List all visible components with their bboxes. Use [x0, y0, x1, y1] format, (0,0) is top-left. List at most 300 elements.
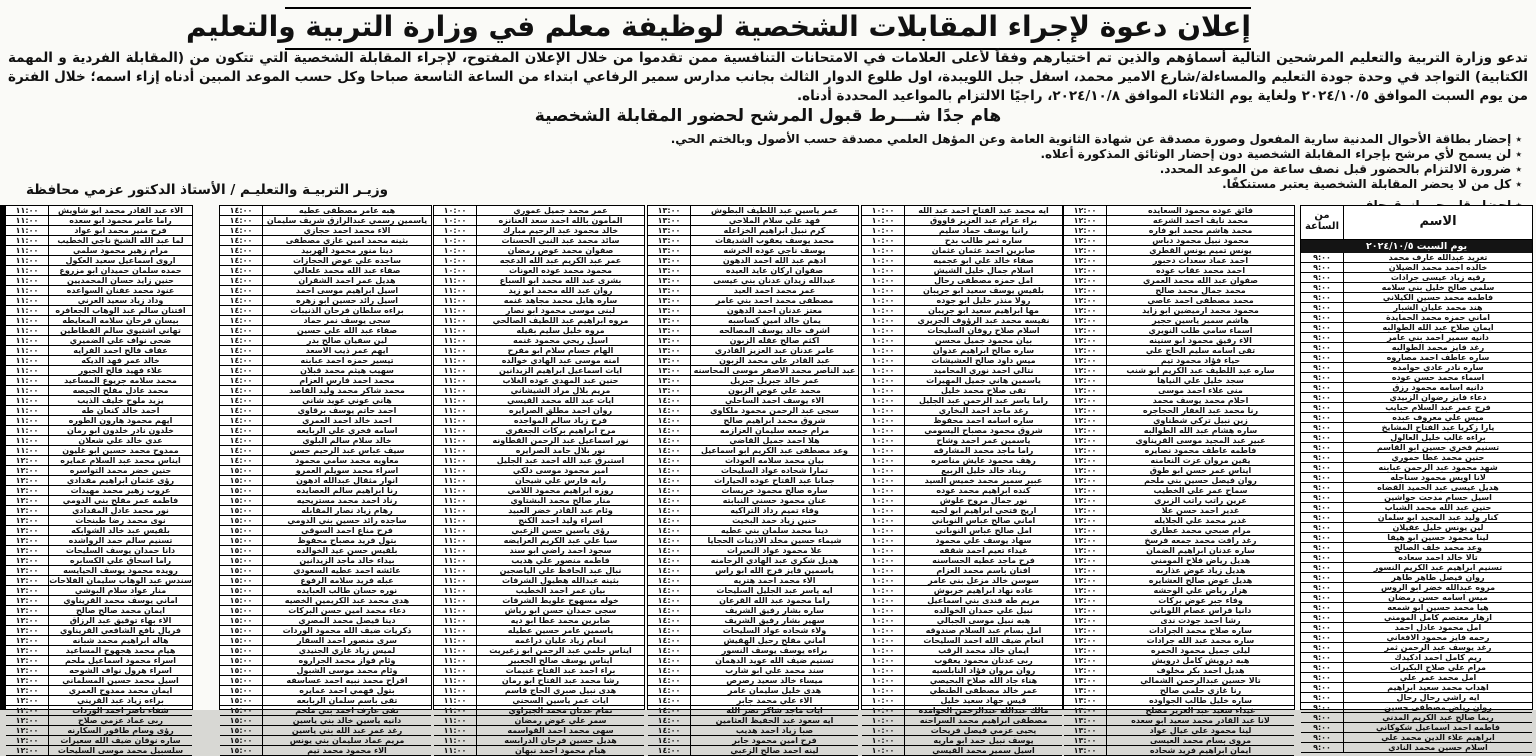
time-cell: ١٠:٠٠ [871, 416, 895, 425]
name-cell: محمد عادل مفلح الجيصه [48, 386, 192, 395]
time-cell: ١٢:٠٠ [15, 516, 39, 525]
table-row [648, 226, 858, 236]
name-cell: هيام محمود احمد نبهان [476, 746, 644, 755]
time-cell: ١٥:٠٠ [229, 686, 253, 695]
name-cell: تقى باسم سلمان الربابعه [262, 696, 431, 705]
time-cell: ٩:٠٠ [1313, 393, 1331, 402]
name-cell: وعد مصطفى عبد الكريم ابو اسماعيل [690, 446, 858, 455]
table-row [862, 566, 1062, 576]
table-row [1064, 326, 1294, 336]
table-row [1064, 646, 1294, 656]
name-cell: سوسن خالد مزعل بني عامر [904, 576, 1062, 585]
name-cell: ساره صلاح محمد الجرادات [1106, 626, 1294, 635]
time-cell: ١٢:٠٠ [15, 506, 39, 515]
table-row [220, 466, 431, 476]
name-cell: فاطمه عمر مفلح بني الدومي [48, 496, 192, 505]
time-cell: ١٣:٠٠ [657, 236, 681, 245]
table-row [1064, 566, 1294, 576]
time-cell: ٩:٠٠ [1313, 593, 1331, 602]
table-row [6, 706, 192, 716]
table-row [1301, 453, 1532, 463]
time-cell: ١٤:٠٠ [657, 606, 681, 615]
table-row [220, 206, 431, 216]
time-cell: ١٥:٠٠ [229, 626, 253, 635]
time-cell: ١١:٠٠ [15, 356, 39, 365]
name-cell: مرام صبحي محمد عطاري [1106, 526, 1294, 535]
time-cell: ١٢:٠٠ [15, 716, 39, 725]
name-cell: نوره حسان طالب العبايده [262, 586, 431, 595]
time-cell: ١١:٠٠ [15, 286, 39, 295]
time-cell: ١٠:٠٠ [871, 446, 895, 455]
time-cell: ١٠:٠٠ [871, 486, 895, 495]
table-row [1301, 523, 1532, 533]
time-cell: ٩:٠٠ [1313, 333, 1331, 342]
name-cell: دانيا فراس عصام اللوباني [1106, 606, 1294, 615]
time-cell: ١٠:٠٠ [443, 206, 467, 215]
table-row [862, 416, 1062, 426]
name-cell: عبير عبد المجيد موسى القريناوي [1106, 436, 1294, 445]
time-cell: ١٤:٠٠ [229, 246, 253, 255]
table-row [220, 336, 431, 346]
time-cell: ١١:٠٠ [15, 246, 39, 255]
table-row [1064, 686, 1294, 696]
table-row [862, 716, 1062, 726]
time-cell: ١٢:٠٠ [1073, 476, 1097, 485]
name-cell: مروه خليل سليم بقيله [476, 326, 644, 335]
name-cell: ايناس محمد عبد السلام عمايره [48, 456, 192, 465]
name-cell: ريناد خالد خليل الربيع [904, 466, 1062, 475]
table-row [1301, 483, 1532, 493]
table-row [1064, 656, 1294, 666]
time-cell: ١٢:٠٠ [1073, 396, 1097, 405]
name-cell: دعاء فايز رضوان الزبيدي [1343, 393, 1532, 402]
time-cell: ١٣:٠٠ [657, 316, 681, 325]
table-row [1064, 516, 1294, 526]
table-row [1064, 526, 1294, 536]
name-cell: ايه راشي رحال رحال [1343, 693, 1532, 702]
time-cell: ١٢:٠٠ [1073, 626, 1097, 635]
table-row [648, 546, 858, 556]
time-cell: ١٤:٠٠ [229, 396, 253, 405]
time-cell: ١٣:٠٠ [657, 376, 681, 385]
table-row [6, 556, 192, 566]
time-cell: ١١:٠٠ [443, 726, 467, 735]
table-row [220, 736, 431, 746]
table-row [220, 436, 431, 446]
table-row [1064, 506, 1294, 516]
name-cell: محمد نايف احمد الشرعه [1106, 216, 1294, 225]
name-cell: وفاء تميم رداد التراكيه [690, 506, 858, 515]
time-cell: ١٤:٠٠ [229, 426, 253, 435]
table-row [6, 326, 192, 336]
time-cell: ١١:٠٠ [443, 456, 467, 465]
bullet-item: ٭ لن يسمح لأي مرشح بإجراء المقابلة الشخصية دون إحضار الوثائق المذكورة أعلاه. [1040, 147, 1522, 161]
time-cell: ١٠:٠٠ [871, 626, 895, 635]
name-cell: امل بسام عبد السلام صندوقه [904, 626, 1062, 635]
time-cell: ١٣:٠٠ [657, 366, 681, 375]
name-cell: راما ماجد محمد المشارقه [904, 446, 1062, 455]
time-cell: ١٠:٠٠ [871, 506, 895, 515]
name-cell: فرح عمر عبد السلام حبايب [1343, 403, 1532, 412]
name-cell: ساره صالح ابراهيم عدوان [904, 346, 1062, 355]
time-cell: ١٤:٠٠ [657, 586, 681, 595]
name-cell: خالد محمود عبد الرحيم مبارك [476, 226, 644, 235]
table-row [220, 646, 431, 656]
time-cell: ١١:٠٠ [443, 546, 467, 555]
time-cell: ١٥:٠٠ [229, 666, 253, 675]
table-row [1064, 256, 1294, 266]
time-cell: ١١:٠٠ [443, 586, 467, 595]
name-cell: مروه ابراهيم عبد اللطيف الصالحي [476, 316, 644, 325]
name-cell: حنين زياد حمد البخيت [690, 516, 858, 525]
table-row [434, 656, 644, 666]
time-cell: ١٢:٠٠ [1073, 466, 1097, 475]
table-row [220, 326, 431, 336]
table-row [6, 436, 192, 446]
name-cell: حنين خضر محمد التواسره [48, 466, 192, 475]
table-row [434, 546, 644, 556]
name-cell: لميس زياد غازي الجنيدي [262, 646, 431, 655]
name-cell: ربى عماد عزمي صلاح [48, 716, 192, 725]
table-row [648, 476, 858, 486]
name-cell: عبير سمير محمد خميس السيد [904, 476, 1062, 485]
table-row [6, 336, 192, 346]
table-row [6, 356, 192, 366]
table-row [1301, 403, 1532, 413]
table-row [1301, 273, 1532, 283]
table-row [434, 636, 644, 646]
table-row [220, 626, 431, 636]
table-row [220, 536, 431, 546]
table-row [220, 526, 431, 536]
name-cell: لينا محمود علي عيال عواد [1106, 726, 1294, 735]
name-cell: محمود نبيل محمود دباس [1106, 236, 1294, 245]
table-row [648, 456, 858, 466]
name-cell: يقين مروان عزت النعامنه [1106, 456, 1294, 465]
table-row [862, 506, 1062, 516]
time-cell: ٩:٠٠ [1313, 513, 1331, 522]
name-cell: الاء محمود محمد تيم [262, 746, 431, 755]
name-cell: دانا حمدان يوسف السليحات [48, 546, 192, 555]
name-cell: عامر عدنان عبد العزيز القادري [690, 346, 858, 355]
time-cell: ١٤:٠٠ [229, 416, 253, 425]
table-row [6, 276, 192, 286]
time-cell: ١٣:٠٠ [657, 346, 681, 355]
name-cell: اسراء وليد احمد الكنج [476, 516, 644, 525]
table-row [1301, 563, 1532, 573]
name-cell: غيداء سعيد عبد العزيز مصلح [1106, 706, 1294, 715]
name-cell: سلسبيل محمد موسى السليحات [48, 746, 192, 755]
name-cell: ريما صالح عبد الكريم المدني [1343, 713, 1532, 722]
name-cell: مرام علي صلاح البكيرات [1343, 663, 1532, 672]
table-row [434, 486, 644, 496]
table-row [862, 316, 1062, 326]
time-cell: ١٠:٠٠ [871, 326, 895, 335]
time-cell: ١٢:٠٠ [15, 686, 39, 695]
name-cell: امل حمزه مصطفى رحال [904, 276, 1062, 285]
table-row [648, 676, 858, 686]
time-cell: ١٥:٠٠ [229, 586, 253, 595]
name-cell: كرم نبيل ابراهيم الخزاعله [690, 226, 858, 235]
time-cell: ١١:٠٠ [15, 436, 39, 445]
time-cell: ٩:٠٠ [1313, 273, 1331, 282]
name-cell: شفاء ناصر احمد الوردات [48, 706, 192, 715]
name-cell: صابرين محمد عطا ابو ديه [476, 616, 644, 625]
table-row [648, 606, 858, 616]
name-cell: ايهم محمود هارون الطوره [48, 416, 192, 425]
name-cell: هدى نبيل صبري الحاج قاسم [476, 686, 644, 695]
name-cell: بلقيس يوسف سعيد ابو جريبان [904, 286, 1062, 295]
time-cell: ١٢:٠٠ [15, 676, 39, 685]
name-cell: روان فيصل طاهر طاهر [1343, 573, 1532, 582]
time-cell: ١٠:٠٠ [871, 676, 895, 685]
name-cell: تهاني اشتيوي سالم القطاطين [48, 326, 192, 335]
name-cell: احمد خالد كنعان طه [48, 406, 192, 415]
time-cell: ١٤:٠٠ [229, 376, 253, 385]
time-cell: ١٣:٠٠ [657, 296, 681, 305]
table-row [648, 356, 858, 366]
name-cell: علاء فهيد فالح الجبور [48, 366, 192, 375]
table-row [648, 586, 858, 596]
name-cell: ميساء خالد سعيد رصرص [690, 676, 858, 685]
name-cell: بيان محمود جميل محسن [904, 336, 1062, 345]
name-cell: عنان محمود حسني النبابته [690, 496, 858, 505]
name-cell: هديل شكري عبد الهادي الرحامنه [690, 556, 858, 565]
name-cell: افتنان سالم عبد الوهاب الجعافره [48, 306, 192, 315]
time-cell: ١٤:٠٠ [657, 476, 681, 485]
table-row [862, 636, 1062, 646]
table-row [1301, 343, 1532, 353]
time-cell: ١٤:٠٠ [229, 206, 253, 215]
name-cell: كنده ابراهيم محمد عوده [904, 486, 1062, 495]
name-cell: فاطمه احمد اسماعيل شكوكاني [1343, 723, 1532, 732]
time-cell: ١١:٠٠ [15, 236, 39, 245]
time-cell: ١١:٠٠ [443, 536, 467, 545]
name-cell: محمد احمد فارس العزام [262, 376, 431, 385]
time-cell: ٩:٠٠ [1313, 373, 1331, 382]
time-cell: ١١:٠٠ [443, 576, 467, 585]
table-row [862, 706, 1062, 716]
table-row [1064, 746, 1294, 756]
name-cell: شيماء حسين مخلد الاذينات الحجايا [690, 536, 858, 545]
table-row [6, 666, 192, 676]
table-row [434, 306, 644, 316]
time-cell: ١١:٠٠ [443, 356, 467, 365]
time-cell: ١٢:٠٠ [15, 486, 39, 495]
table-row [862, 616, 1062, 626]
time-cell: ١٠:٠٠ [871, 396, 895, 405]
name-cell: رؤى عثمان ابراهيم مقدادي [48, 476, 192, 485]
name-cell: سائد محمد عبد النبي الحسنات [476, 236, 644, 245]
time-cell: ٩:٠٠ [1313, 453, 1331, 462]
table-row [6, 376, 192, 386]
name-cell: تغريد عبدالله عارف محمد [1343, 253, 1532, 262]
name-cell: فرح ماجد عطيه الحساسنه [904, 556, 1062, 565]
time-cell: ١١:٠٠ [15, 336, 39, 345]
name-cell: فائق عوده محمود السعايده [1106, 206, 1294, 215]
name-cell: عنود محمد عفنان السواعده [48, 286, 192, 295]
table-row [6, 266, 192, 276]
time-cell: ١٢:٠٠ [1073, 646, 1097, 655]
name-cell: الاء علي محمد جابر [690, 696, 858, 705]
name-cell: اسيل ابراهيم موسى احمد [262, 286, 431, 295]
time-cell: ١٢:٠٠ [1073, 446, 1097, 455]
table-row [434, 386, 644, 396]
time-cell: ١٢:٠٠ [15, 606, 39, 615]
table-row [434, 326, 644, 336]
time-cell: ١٢:٠٠ [1073, 386, 1097, 395]
time-cell: ١٠:٠٠ [871, 476, 895, 485]
name-cell: رقيه زياد عيسى جرادات [1343, 273, 1532, 282]
table-row [862, 726, 1062, 736]
name-cell: سجى يوسف نمر حماد [262, 316, 431, 325]
time-cell: ١٤:٠٠ [229, 366, 253, 375]
time-cell: ١٤:٠٠ [657, 556, 681, 565]
name-cell: علا محمود عواد النعيرات [690, 546, 858, 555]
table-row [648, 266, 858, 276]
table-row [648, 296, 858, 306]
name-cell: رؤى ياسين حسن الزعبي [476, 526, 644, 535]
name-cell: بيداء خالد ماجد الزيدانين [262, 556, 431, 565]
name-cell: دينا محمد سلمان بني عطيه [690, 526, 858, 535]
name-cell: دانيه سمير احمد بني عامر [1343, 333, 1532, 342]
table-row [1301, 683, 1532, 693]
table-row [6, 306, 192, 316]
name-cell: دينا منور محمود الهربيد [262, 246, 431, 255]
time-cell: ١٠:٠٠ [871, 206, 895, 215]
name-cell: نور اسماعيل عبد الرحمن القطاونه [476, 436, 644, 445]
name-cell: ساره اسامه احمد محفوظ [904, 416, 1062, 425]
name-cell: سهير بشار رفيق الشريف [690, 616, 858, 625]
table-row [6, 526, 192, 536]
name-cell: بتول فريد مصباح محفوظ [262, 536, 431, 545]
table-row [434, 526, 644, 536]
time-cell: ١٠:٠٠ [871, 436, 895, 445]
name-cell: تيسير حمزه احمد عبابنه [262, 356, 431, 365]
time-cell: ١١:٠٠ [443, 306, 467, 315]
table-row [1301, 593, 1532, 603]
time-cell: ١٤:٠٠ [229, 316, 253, 325]
name-cell: مرام جمعه سليمان العزازمه [690, 426, 858, 435]
table-row [220, 346, 431, 356]
table-row [1301, 413, 1532, 423]
time-cell: ١٣:٠٠ [657, 206, 681, 215]
name-cell: عرين راتب راتب الزبري [1106, 496, 1294, 505]
table-row [1301, 503, 1532, 513]
table-row [1301, 493, 1532, 503]
name-cell: وفاء جبر عوض بركات [1106, 596, 1294, 605]
table-row [862, 536, 1062, 546]
table-row [1301, 313, 1532, 323]
time-cell: ١٣:٠٠ [657, 356, 681, 365]
name-cell: سجود احمد راضي ابو سند [476, 546, 644, 555]
table-row [6, 316, 192, 326]
name-cell: حنين محمد عطا حموري [1343, 453, 1532, 462]
name-cell: هاله ابراهيم محمد شبانه [48, 636, 192, 645]
table-row [1301, 513, 1532, 523]
name-cell: رهف محمود عايش مناصره [904, 456, 1062, 465]
name-cell: ساره خليل طالب الجواوده [1106, 696, 1294, 705]
table-row [220, 576, 431, 586]
time-cell: ١١:٠٠ [15, 216, 39, 225]
name-cell: روان عبد الله محمد ابو زيد [476, 286, 644, 295]
time-cell: ١٢:٠٠ [1073, 226, 1097, 235]
table-row [862, 456, 1062, 466]
table-row [648, 376, 858, 386]
name-cell: الاء يوسف احمد الساحلي [690, 396, 858, 405]
time-cell: ١٥:٠٠ [229, 596, 253, 605]
name-cell: هيا محمد حسين ابو شمعه [1343, 603, 1532, 612]
time-cell: ١٢:٠٠ [1073, 496, 1097, 505]
time-cell: ١٠:٠٠ [871, 596, 895, 605]
table-row [862, 476, 1062, 486]
name-cell: مها ابراهيم سعيد ابو جريبان [904, 306, 1062, 315]
name-cell: سجى عبد الرحمن محمود ملكاوي [690, 406, 858, 415]
time-cell: ١١:٠٠ [443, 326, 467, 335]
time-cell: ١١:٠٠ [15, 396, 39, 405]
name-cell: مروى بسام محمد العيسى [1106, 736, 1294, 745]
table-row [862, 676, 1062, 686]
name-cell: وئام عبد القادر خضر العبيد [476, 506, 644, 515]
time-cell: ١٤:٠٠ [657, 726, 681, 735]
table-header-row [1301, 206, 1532, 240]
table-row [434, 666, 644, 676]
name-cell: صفوان اركان عايد العيده [690, 266, 858, 275]
name-cell: اسيل حسام مدحت حواشين [1343, 493, 1532, 502]
table-row [434, 506, 644, 516]
table-row [862, 736, 1062, 746]
time-cell: ٩:٠٠ [1313, 533, 1331, 542]
time-cell: ١١:٠٠ [15, 406, 39, 415]
time-cell: ١١:٠٠ [443, 406, 467, 415]
table-row [6, 296, 192, 306]
name-cell: ايمان صلاح عبد الله الطوالبه [1343, 323, 1532, 332]
time-cell: ١٠:٠٠ [443, 226, 467, 235]
time-cell: ١٤:٠٠ [657, 576, 681, 585]
name-cell: صفاء عبد الله محمد علعالي [262, 266, 431, 275]
time-cell: ١٤:٠٠ [657, 626, 681, 635]
name-cell: خالد عمر فهد الديكه [48, 356, 192, 365]
name-cell: بثينه محمد امين غازي مصطفى [262, 236, 431, 245]
time-cell: ١٢:٠٠ [15, 546, 39, 555]
table-row [1301, 383, 1532, 393]
table-row [1064, 336, 1294, 346]
table-row [648, 616, 858, 626]
table-row [862, 386, 1062, 396]
time-cell: ١٠:٠٠ [871, 346, 895, 355]
name-cell: انوار مثقال عبدالله ادهون [262, 476, 431, 485]
name-cell: وداد زياد سعيد العرني [48, 296, 192, 305]
name-cell: عائشه احمد عطيه السعودي [262, 566, 431, 575]
time-cell: ١٤:٠٠ [229, 406, 253, 415]
name-cell: براءه زياد عبد القريني [48, 696, 192, 705]
time-cell: ١٢:٠٠ [15, 696, 39, 705]
table-row [1064, 596, 1294, 606]
name-cell: معاويه محمد سامي محمود [262, 456, 431, 465]
time-cell: ١٥:٠٠ [229, 506, 253, 515]
table-row [6, 656, 192, 666]
schedule-column-2 [1063, 205, 1295, 755]
table-row [6, 496, 192, 506]
time-cell: ١٤:٠٠ [657, 456, 681, 465]
name-cell: ياسمين عامر حسين عطيله [476, 626, 644, 635]
time-cell: ١١:٠٠ [443, 516, 467, 525]
time-cell: ١١:٠٠ [443, 676, 467, 685]
name-cell: غدير احمد حسن علا [1106, 506, 1294, 515]
table-row [862, 376, 1062, 386]
name-cell: رغد عمر عبد الله بني ياسين [262, 726, 431, 735]
time-cell: ١٥:٠٠ [229, 476, 253, 485]
